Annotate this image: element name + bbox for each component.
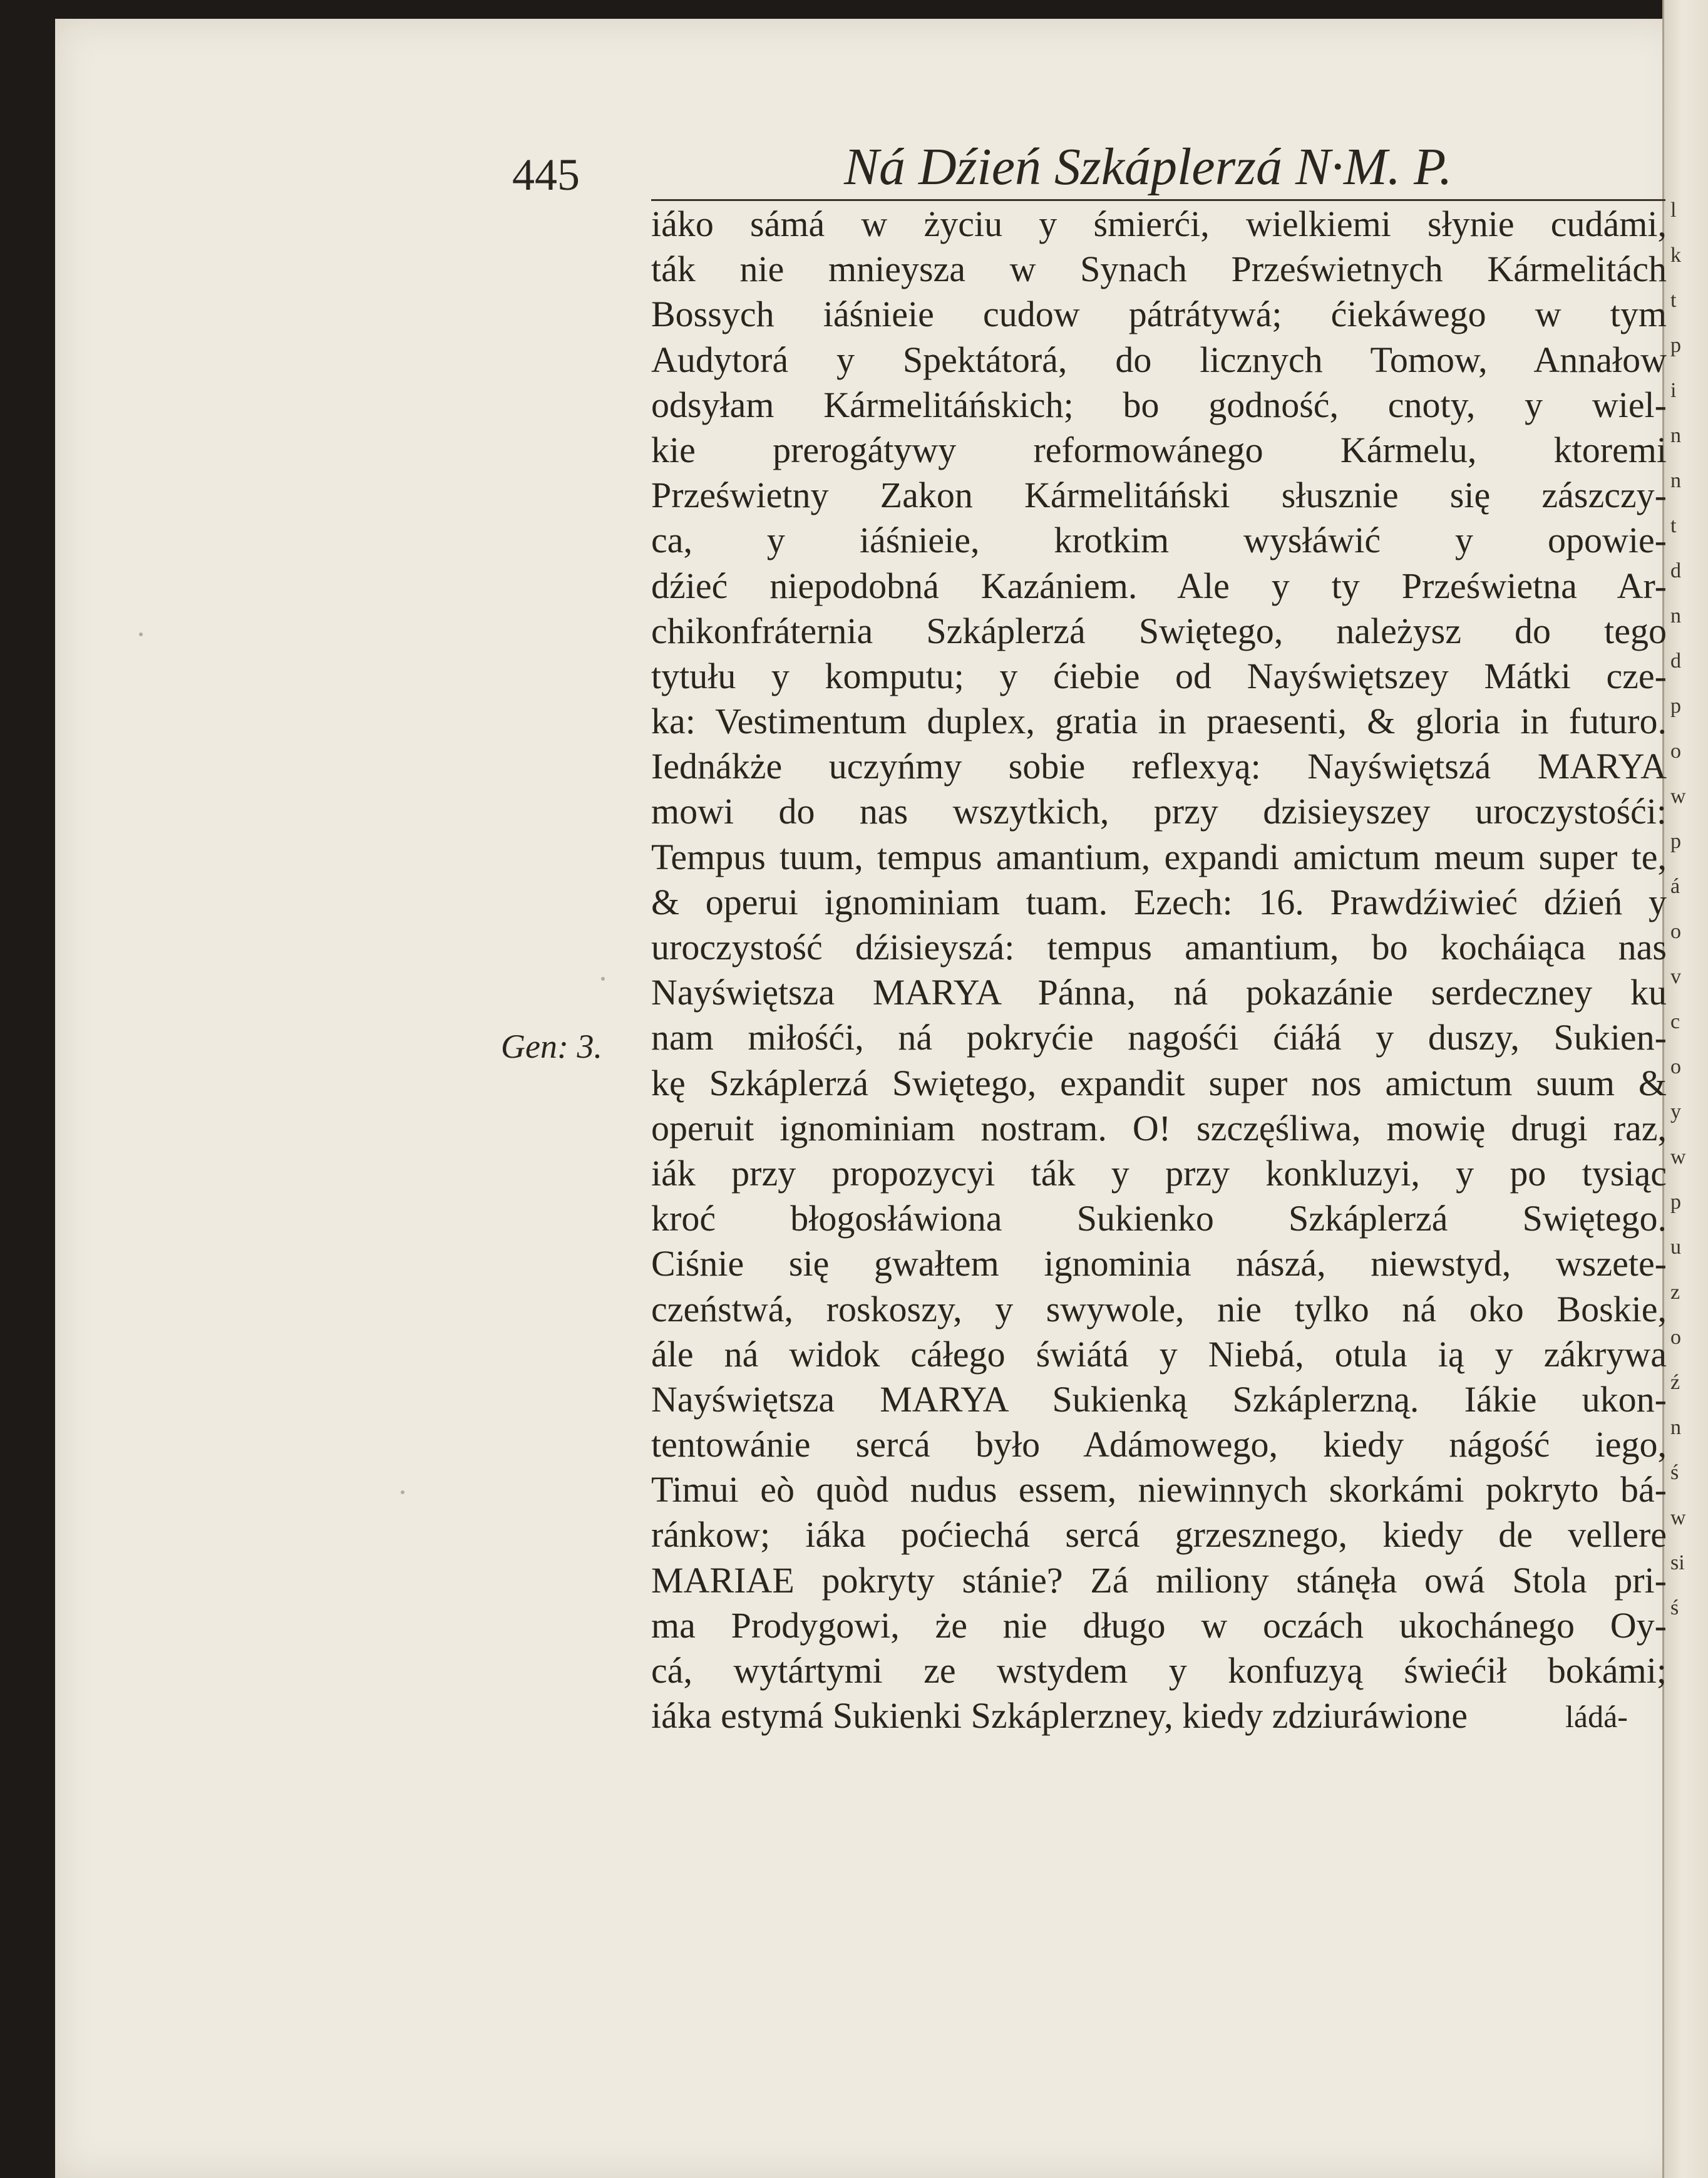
edge-letter: k	[1670, 244, 1681, 267]
text-line: odsyłam Kármelitáńskich; bo godność, cnoty, y wiel-	[651, 384, 1667, 425]
text-line: Timui eò quòd nudus essem, niewinnych skorkámi pokryto bá-	[651, 1469, 1667, 1510]
next-page-text-fragments	[1670, 188, 1707, 2004]
text-line: ránkow; iáka poćiechá sercá grzesznego, kiedy de vellere	[651, 1514, 1667, 1556]
edge-letter: n	[1670, 469, 1681, 492]
text-line: uroczystość dźisieyszá: tempus amantium, bo kocháiąca nas	[651, 927, 1667, 968]
paper-speck	[601, 977, 605, 981]
text-line: ták nie mnieysza w Synach Prześwietnych Kármelitách	[651, 249, 1667, 290]
text-line: cá, wytártymi ze wstydem y konfuzyą świećił bokámi;	[651, 1650, 1667, 1691]
edge-letter: o	[1670, 1055, 1681, 1078]
edge-letter: w	[1670, 785, 1686, 808]
edge-letter: i	[1670, 379, 1677, 402]
edge-letter: si	[1670, 1551, 1685, 1574]
edge-letter: o	[1670, 1326, 1681, 1349]
edge-letter: c	[1670, 1010, 1680, 1033]
text-line: ca, y iáśnieie, krotkim wysłáwić y opowie-	[651, 520, 1667, 561]
catchword: ládá-	[1565, 1699, 1628, 1734]
text-line: iáka estymá Sukienki Szkáplerzney, kiedy zdziuráwione	[651, 1695, 1468, 1737]
text-line: kie prerogátywy reformowánego Kármelu, ktoremi	[651, 429, 1667, 470]
edge-letter: p	[1670, 694, 1681, 718]
body-text	[651, 202, 1667, 1738]
edge-letter: d	[1670, 649, 1681, 673]
text-line: dźieć niepodobná Kazániem. Ale y ty Prześwietna Ar-	[651, 565, 1667, 606]
edge-letter: o	[1670, 920, 1681, 943]
edge-letter: t	[1670, 289, 1677, 312]
edge-letter: á	[1670, 875, 1680, 898]
paper-speck	[139, 632, 143, 636]
text-line: kroć błogosłáwiona Sukienko Szkáplerzá Swiętego.	[651, 1198, 1667, 1239]
text-line: operuit ignominiam nostram. O! szczęśliwa, mowię drugi raz,	[651, 1107, 1667, 1148]
text-line: Iednákże uczyńmy sobie reflexyą: Nayświętszá MARYA	[651, 746, 1667, 787]
text-line: tentowánie sercá było Adámowego, kiedy nágość iego,	[651, 1424, 1667, 1465]
text-line: nam miłośći, ná pokryćie nagośći ćiáłá y duszy, Sukien-	[651, 1017, 1667, 1058]
text-line: mowi do nas wszytkich, przy dzisieyszey uroczystośći:	[651, 791, 1667, 832]
edge-letter: n	[1670, 424, 1681, 447]
edge-letter: t	[1670, 514, 1677, 537]
edge-letter: w	[1670, 1506, 1686, 1529]
page-number: 445	[512, 150, 580, 200]
edge-letter: y	[1670, 1100, 1681, 1123]
edge-letter: ś	[1670, 1461, 1679, 1484]
edge-letter: ś	[1670, 1596, 1679, 1619]
edge-letter: p	[1670, 334, 1681, 357]
edge-letter: p	[1670, 1190, 1681, 1214]
text-line: MARIAE pokryty stánie? Zá miliony stánęła owá Stola pri-	[651, 1559, 1667, 1601]
text-line: ma Prodygowi, że nie długo w oczách ukochánego Oy-	[651, 1604, 1667, 1646]
edge-letter: ź	[1670, 1371, 1680, 1394]
text-line: Bossych iáśnieie cudow pátrátywá; ćiekáwego w tym	[651, 294, 1667, 335]
running-head	[512, 137, 1658, 205]
text-line: Prześwietny Zakon Kármelitáński słusznie się zászczy-	[651, 475, 1667, 516]
text-line: Ciśnie się gwałtem ignominia nászá, niewstyd, wszete-	[651, 1243, 1667, 1284]
text-line: chikonfráternia Szkáplerzá Swiętego, należysz do tego	[651, 610, 1667, 651]
text-line: kę Szkáplerzá Swiętego, expandit super nos amictum suum &	[651, 1062, 1667, 1103]
edge-letter: v	[1670, 965, 1681, 988]
text-line: Audytorá y Spektátorá, do licznych Tomow, Annałow	[651, 339, 1667, 380]
text-line: Nayświętsza MARYA Pánna, ná pokazánie serdeczney ku	[651, 972, 1667, 1013]
text-line: iák przy propozycyi ták y przy konkluzyi, y po tysiąc	[651, 1152, 1667, 1194]
text-line: ka: Vestimentum duplex, gratia in praesenti, & gloria in futuro.	[651, 701, 1667, 742]
page-title: Ná Dźień Szkáplerzá N·M. P.	[844, 138, 1453, 196]
paper-speck	[401, 1490, 404, 1494]
text-line: czeństwá, roskoszy, y swywole, nie tylko ná oko Boskie,	[651, 1288, 1667, 1329]
edge-letter: p	[1670, 830, 1681, 853]
edge-letter: z	[1670, 1281, 1680, 1304]
edge-letter: w	[1670, 1145, 1686, 1169]
text-line: iáko sámá w życiu y śmierći, wielkiemi słynie cudámi,	[651, 204, 1667, 244]
header-rule	[651, 199, 1665, 201]
text-line: Nayświętsza MARYA Sukienką Szkáplerzną. Iákie ukon-	[651, 1378, 1667, 1420]
text-line: ále ná widok cáłego świátá y Niebá, otula ią y zákrywa	[651, 1333, 1667, 1375]
text-line: tytułu y komputu; y ćiebie od Nayświętszey Mátki cze-	[651, 655, 1667, 696]
edge-letter: u	[1670, 1236, 1681, 1259]
text-line: & operui ignominiam tuam. Ezech: 16. Prawdźiwieć dźień y	[651, 881, 1667, 922]
margin-reference: Gen: 3.	[501, 1028, 602, 1065]
edge-letter: o	[1670, 740, 1681, 763]
edge-letter: n	[1670, 604, 1681, 627]
edge-letter: l	[1670, 199, 1677, 222]
edge-letter: n	[1670, 1416, 1681, 1439]
text-line: Tempus tuum, tempus amantium, expandi amictum meum super te,	[651, 836, 1667, 877]
edge-letter: d	[1670, 559, 1681, 582]
